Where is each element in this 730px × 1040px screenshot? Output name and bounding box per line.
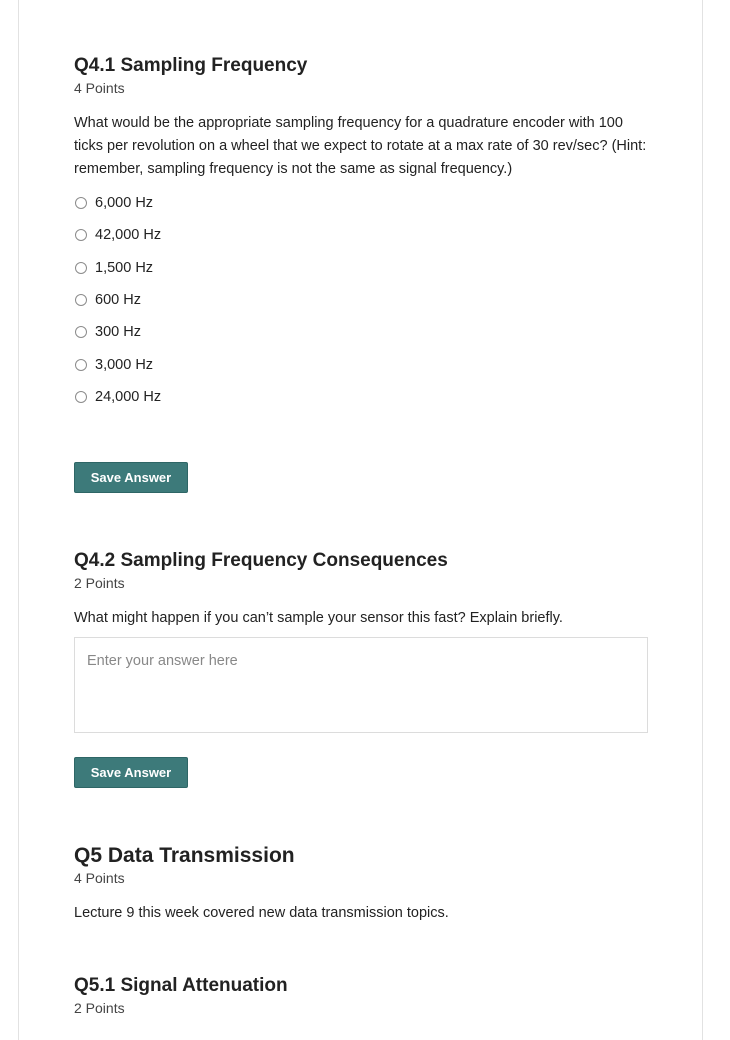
question-points: 2 Points [74, 1000, 125, 1016]
radio-icon[interactable] [75, 326, 87, 338]
question-prompt: What would be the appropriate sampling frequency for a quadrature encoder with 100 ticks per revolution on a wheel that we expect to rotate at a max rate of 30 rev/sec? (Hint: remember, sampling frequency is not the same as signal frequency.) [74, 115, 647, 177]
radio-icon[interactable] [75, 359, 87, 371]
question-points: 4 Points [74, 80, 125, 96]
answer-textarea-q4-2[interactable] [74, 637, 648, 733]
question-title [74, 549, 654, 573]
radio-icon[interactable] [75, 294, 87, 306]
question-prompt: What might happen if you can’t sample your sensor this fast? Explain briefly. [74, 610, 563, 626]
save-answer-button-q4-2[interactable]: Save Answer [74, 757, 188, 788]
question-name: Sampling Frequency Consequences [120, 550, 448, 571]
radio-options [74, 187, 654, 413]
question-number: Q5.1 [74, 975, 116, 996]
radio-option-1500[interactable]: 1,500 Hz [74, 252, 654, 284]
question-number: Q4.1 [74, 55, 116, 76]
question-number: Q5 [74, 844, 103, 867]
radio-icon[interactable] [75, 197, 87, 209]
question-q4-2 [74, 549, 654, 630]
radio-icon[interactable] [75, 229, 87, 241]
question-points: 2 Points [74, 575, 125, 591]
save-answer-button-q4-1[interactable]: Save Answer [74, 462, 188, 493]
question-title [74, 974, 654, 998]
radio-icon[interactable] [75, 391, 87, 403]
question-name: Data Transmission [107, 844, 295, 867]
radio-option-24000[interactable]: 24,000 Hz [74, 381, 654, 413]
question-name: Signal Attenuation [120, 975, 288, 996]
question-title [74, 54, 654, 78]
question-q5 [74, 844, 654, 925]
question-points: 4 Points [74, 870, 125, 886]
radio-option-600[interactable]: 600 Hz [74, 284, 654, 316]
radio-option-6000[interactable]: 6,000 Hz [74, 187, 654, 219]
question-q4-1 [74, 54, 654, 413]
question-title [74, 844, 654, 868]
question-number: Q4.2 [74, 550, 116, 571]
radio-icon[interactable] [75, 262, 87, 274]
question-q5-1 [74, 974, 654, 1016]
radio-option-3000[interactable]: 3,000 Hz [74, 348, 654, 380]
question-name: Sampling Frequency [120, 55, 308, 76]
radio-option-42000[interactable]: 42,000 Hz [74, 219, 654, 251]
question-prompt: Lecture 9 this week covered new data transmission topics. [74, 905, 449, 921]
radio-option-300[interactable]: 300 Hz [74, 316, 654, 348]
